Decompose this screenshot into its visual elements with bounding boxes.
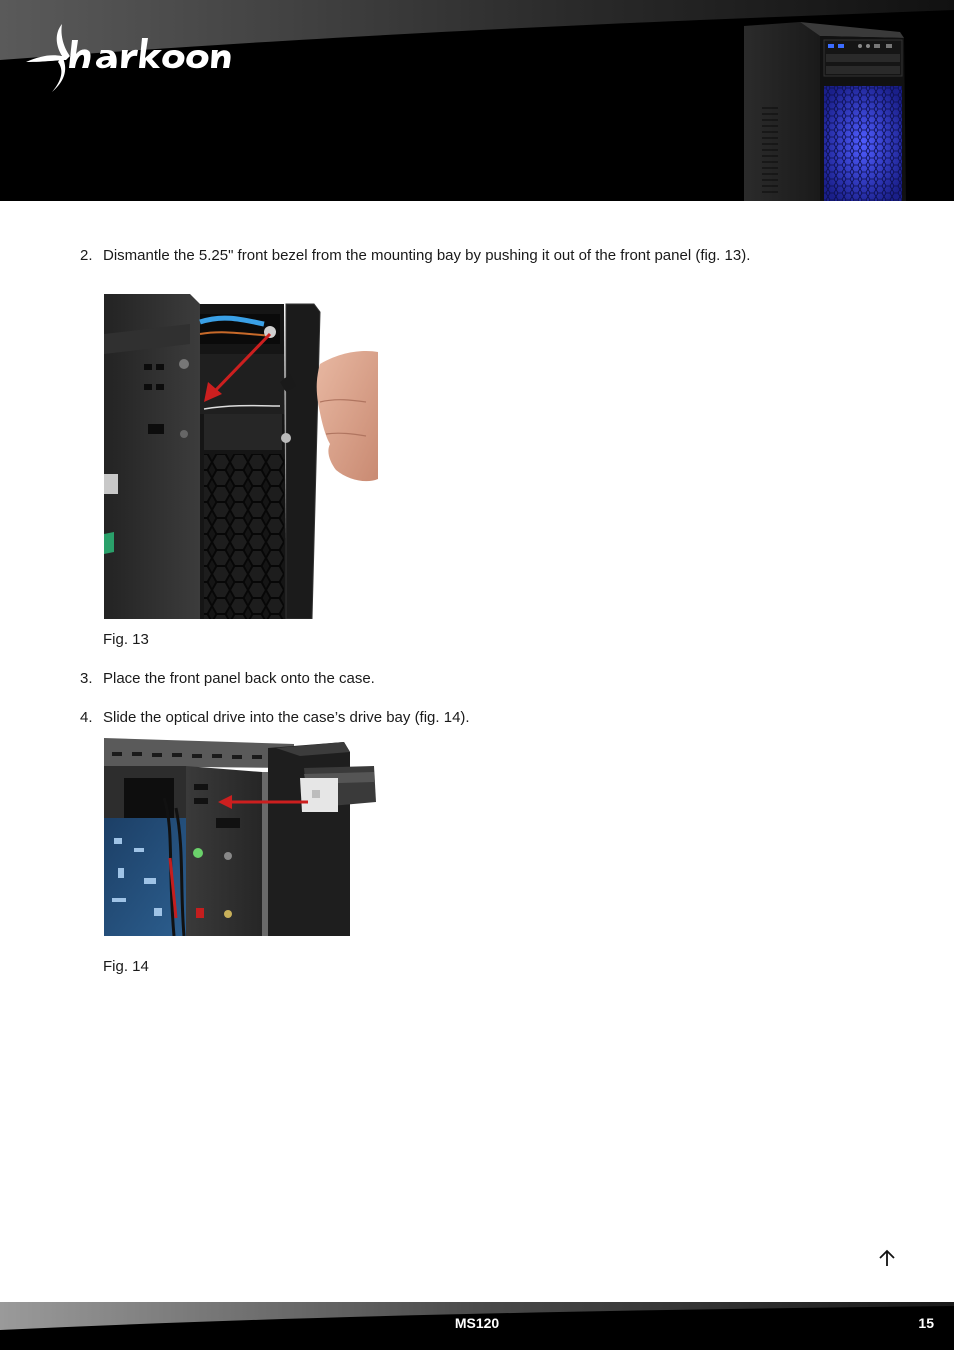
page-number: 15 — [918, 1315, 934, 1331]
step-text: Slide the optical drive into the case’s drive bay (fig. 14). — [103, 709, 470, 726]
figure-caption: Fig. 14 — [103, 958, 149, 975]
arrow-up-icon[interactable] — [876, 1247, 898, 1269]
optical-drive-insertion-photo — [104, 738, 378, 936]
step-number: 4. — [80, 709, 93, 726]
page-footer — [0, 1302, 954, 1350]
figure-caption: Fig. 13 — [103, 631, 149, 648]
step-4 — [80, 709, 470, 727]
step-text: Place the front panel back onto the case. — [103, 670, 375, 687]
front-bezel-removal-photo — [104, 294, 378, 619]
step-2 — [80, 247, 750, 265]
step-number: 2. — [80, 247, 93, 264]
sharkoon-logo — [22, 20, 232, 96]
page-header — [0, 0, 954, 201]
pc-case-front-photo — [740, 18, 910, 201]
step-number: 3. — [80, 670, 93, 687]
footer-model-name: MS120 — [454, 1315, 500, 1331]
step-3 — [80, 670, 375, 688]
step-text: Dismantle the 5.25" front bezel from the mounting bay by pushing it out of the front panel (fig. 13). — [103, 247, 751, 264]
